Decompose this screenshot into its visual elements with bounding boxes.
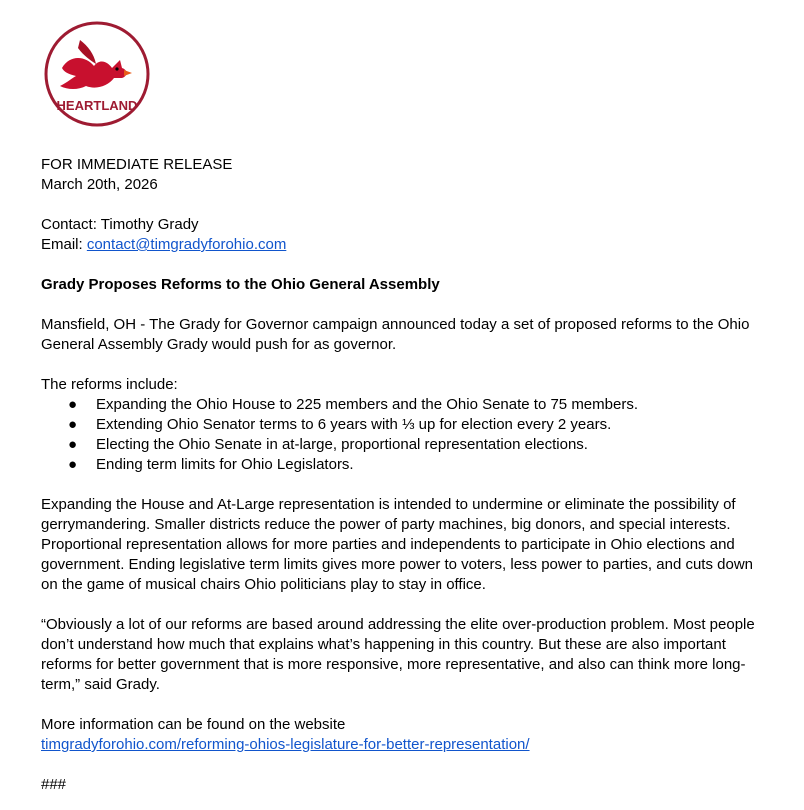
website-link[interactable]: timgradyforohio.com/reforming-ohios-legislature-for-better-representation/ — [41, 736, 530, 753]
quote-paragraph: “Obviously a lot of our reforms are based around addressing the elite over-production problem. Most people don’t understand how much that explains what’s happening in this country. But these are also important reforms for better government that is more responsive, more representative, and also can think more long-term,” said Grady. — [41, 616, 755, 693]
bullet-icon: ● — [68, 396, 78, 413]
bullet-icon: ● — [68, 456, 78, 473]
more-info-text: More information can be found on the website — [41, 716, 346, 733]
email-line — [41, 235, 761, 255]
contact-line: Contact: Timothy Grady — [41, 216, 199, 233]
reforms-intro: The reforms include: — [41, 376, 178, 393]
headline: Grady Proposes Reforms to the Ohio General Assembly — [41, 276, 440, 293]
email-link[interactable]: contact@timgradyforohio.com — [86, 236, 287, 253]
reforms-list — [41, 395, 761, 475]
bullet-icon: ● — [68, 436, 78, 453]
list-item: ● Extending Ohio Senator terms to 6 years with ⅓ up for election every 2 years. — [68, 416, 612, 433]
email-label: Email: — [41, 236, 87, 253]
list-item: ● Electing the Ohio Senate in at-large, proportional representation elections. — [68, 436, 588, 453]
list-item: ● Expanding the Ohio House to 225 members and the Ohio Senate to 75 members. — [68, 396, 638, 413]
bullet-icon: ● — [68, 416, 78, 433]
logo-text: HEARTLAND — [56, 98, 138, 113]
explanation-paragraph: Expanding the House and At-Large representation is intended to undermine or eliminate the possibility of gerrymandering. Smaller districts reduce the power of party machines, big donors, and special interests. Proportional representation allows for more parties and independents to participate in Ohio elections and government. Ending legislative term limits gives more power to voters, less power to parties, and cuts down on the game of musical chairs Ohio politicians play to stay in office. — [41, 496, 753, 593]
list-item: ● Ending term limits for Ohio Legislators. — [68, 456, 354, 473]
press-release — [41, 155, 761, 795]
heartland-logo — [42, 20, 152, 128]
release-date: March 20th, 2026 — [41, 176, 158, 193]
intro-paragraph: Mansfield, OH - The Grady for Governor campaign announced today a set of proposed reforms to the Ohio General Assembly Grady would push for as governor. — [41, 316, 750, 353]
end-marker: ### — [41, 776, 67, 793]
release-label: FOR IMMEDIATE RELEASE — [41, 156, 233, 173]
